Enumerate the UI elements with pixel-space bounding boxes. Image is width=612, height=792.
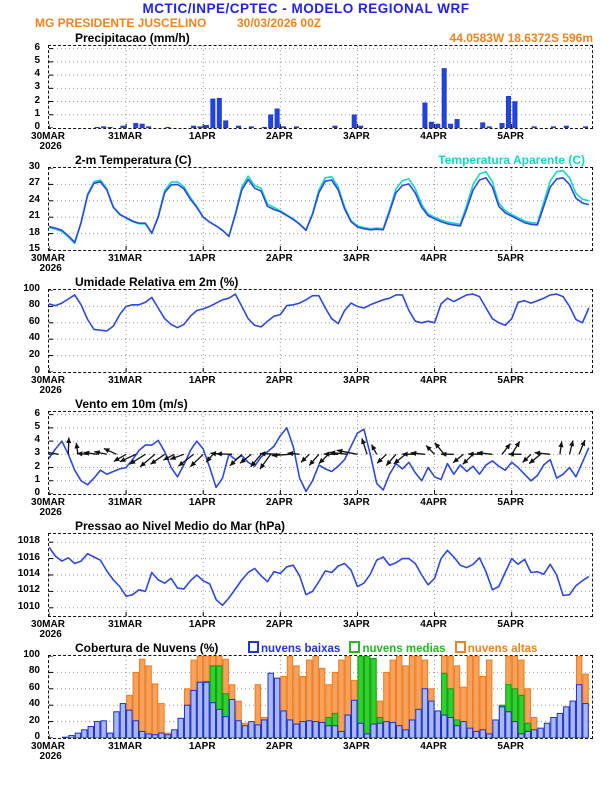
y-tick-label: 100 — [23, 649, 40, 660]
x-axis-year-label: 2026 — [39, 263, 62, 274]
x-tick-label: 5APR — [497, 375, 525, 386]
panel-title-pressure: Pressao ao Nivel Medio do Mar (hPa) — [75, 519, 286, 533]
panel-humidity — [0, 274, 612, 396]
x-tick-label: 30MAR — [31, 497, 65, 508]
x-tick-label: 1APR — [188, 619, 216, 630]
x-axis-labels — [31, 617, 593, 640]
x-tick-label: 5APR — [497, 253, 525, 264]
x-tick-label: 5APR — [497, 619, 525, 630]
legend-low-clouds: nuvens baixas — [248, 643, 340, 655]
y-tick-label: 3 — [34, 81, 40, 93]
cloud-cover-chart — [48, 655, 593, 739]
x-tick-label: 5APR — [497, 131, 525, 142]
x-tick-label: 5APR — [497, 497, 525, 508]
y-axis-labels — [2, 649, 44, 742]
x-tick-label: 4APR — [420, 253, 447, 264]
x-axis-labels — [31, 129, 593, 152]
high-clouds-swatch-icon — [455, 641, 466, 653]
y-tick-label: 1 — [34, 473, 40, 485]
y-tick-label: 80 — [28, 299, 40, 311]
x-tick-label: 31MAR — [108, 375, 143, 386]
y-axis-labels — [2, 161, 44, 254]
y-tick-label: 100 — [23, 283, 40, 294]
x-axis-labels — [31, 373, 593, 396]
x-tick-label: 3APR — [343, 619, 370, 630]
x-tick-label: 31MAR — [108, 497, 143, 508]
y-tick-label: 3 — [34, 447, 40, 459]
y-tick-label: 2 — [34, 460, 40, 472]
x-tick-label: 31MAR — [108, 619, 143, 630]
y-tick-label: 4 — [34, 68, 40, 80]
page-header — [0, 0, 612, 30]
y-tick-label: 1010 — [17, 600, 40, 612]
y-tick-label: 1016 — [17, 551, 40, 563]
x-tick-label: 30MAR — [31, 253, 65, 264]
x-tick-label: 3APR — [343, 741, 370, 752]
y-axis-labels — [2, 407, 44, 498]
y-tick-label: 18 — [28, 226, 40, 238]
x-tick-label: 3APR — [343, 253, 370, 264]
wind-chart — [48, 411, 593, 495]
x-tick-label: 31MAR — [108, 741, 143, 752]
x-axis-year-label: 2026 — [39, 141, 62, 152]
apparent-temperature-legend: Temperatura Aparente (C) — [438, 153, 585, 167]
y-tick-label: 1018 — [17, 535, 40, 547]
x-tick-label: 4APR — [420, 619, 447, 630]
x-tick-label: 2APR — [265, 375, 293, 386]
station-coordinates: 44.0583W 18.6372S 596m — [449, 31, 593, 45]
station-name: MG PRESIDENTE JUSCELINO — [35, 16, 207, 30]
x-tick-label: 31MAR — [108, 131, 143, 142]
humidity-chart — [48, 289, 593, 373]
x-tick-label: 3APR — [343, 375, 370, 386]
y-tick-label: 5 — [34, 54, 40, 66]
x-axis-labels — [31, 739, 593, 762]
x-tick-label: 30MAR — [31, 741, 65, 752]
panel-wind — [0, 396, 612, 518]
y-tick-label: 21 — [28, 210, 40, 222]
y-tick-label: 15 — [28, 243, 40, 254]
x-tick-label: 2APR — [265, 131, 293, 142]
y-tick-label: 30 — [28, 161, 40, 172]
y-tick-label: 27 — [28, 177, 40, 189]
y-tick-label: 4 — [34, 434, 40, 446]
x-axis-labels — [31, 251, 593, 274]
x-tick-label: 3APR — [343, 131, 370, 142]
x-tick-label: 2APR — [265, 619, 293, 630]
y-tick-label: 6 — [34, 407, 40, 419]
panel-title-precipitation: Precipitacao (mm/h) — [75, 31, 190, 45]
mid-clouds-swatch-icon — [349, 641, 360, 653]
y-tick-label: 80 — [28, 665, 40, 677]
x-tick-label: 1APR — [188, 131, 216, 142]
legend-high-clouds: nuvens altas — [455, 643, 538, 655]
panel-cloud-cover — [0, 640, 612, 762]
y-axis-labels — [2, 533, 44, 617]
panel-title-cloud-cover: Cobertura de Nuvens (%) — [75, 641, 219, 655]
x-axis-year-label: 2026 — [39, 385, 62, 396]
x-tick-label: 2APR — [265, 741, 293, 752]
x-tick-label: 1APR — [188, 253, 216, 264]
y-tick-label: 6 — [34, 41, 40, 53]
y-tick-label: 1014 — [17, 568, 40, 579]
x-tick-label: 1APR — [188, 741, 216, 752]
x-tick-label: 4APR — [420, 497, 447, 508]
y-tick-label: 0 — [34, 487, 40, 498]
y-tick-label: 60 — [28, 315, 40, 327]
x-tick-label: 1APR — [188, 375, 216, 386]
y-tick-label: 24 — [28, 193, 40, 205]
x-axis-year-label: 2026 — [39, 751, 62, 762]
y-tick-label: 0 — [34, 365, 40, 376]
y-tick-label: 1012 — [17, 584, 40, 596]
y-tick-label: 20 — [28, 348, 40, 360]
panel-pressure — [0, 518, 612, 640]
y-tick-label: 40 — [28, 698, 40, 710]
temperature-chart — [48, 167, 593, 251]
x-tick-label: 30MAR — [31, 619, 65, 630]
y-tick-label: 5 — [34, 420, 40, 432]
x-tick-label: 1APR — [188, 497, 216, 508]
y-tick-label: 0 — [34, 731, 40, 742]
model-title: MCTIC/INPE/CPTEC - MODELO REGIONAL WRF — [142, 1, 470, 16]
legend-mid-clouds: nuvens medias — [349, 643, 445, 655]
x-axis-year-label: 2026 — [39, 507, 62, 518]
panel-title-temperature: 2-m Temperatura (C) — [75, 153, 192, 167]
x-axis-year-label: 2026 — [39, 629, 62, 640]
y-axis-labels — [2, 41, 44, 132]
precipitation-chart — [48, 45, 593, 129]
panel-title-humidity: Umidade Relativa em 2m (%) — [75, 275, 239, 289]
x-axis-labels — [31, 495, 593, 518]
y-tick-label: 1 — [34, 107, 40, 119]
x-tick-label: 30MAR — [31, 131, 65, 142]
y-tick-label: 0 — [34, 121, 40, 132]
panel-precipitation — [0, 30, 612, 152]
x-tick-label: 3APR — [343, 497, 370, 508]
x-tick-label: 4APR — [420, 131, 447, 142]
x-tick-label: 4APR — [420, 741, 447, 752]
x-tick-label: 2APR — [265, 497, 293, 508]
y-tick-label: 2 — [34, 94, 40, 106]
y-tick-label: 20 — [28, 714, 40, 726]
x-tick-label: 31MAR — [108, 253, 143, 264]
x-tick-label: 2APR — [265, 253, 293, 264]
panel-title-wind: Vento em 10m (m/s) — [75, 397, 188, 411]
x-tick-label: 5APR — [497, 741, 525, 752]
pressure-chart — [48, 533, 593, 617]
x-tick-label: 4APR — [420, 375, 447, 386]
y-tick-label: 60 — [28, 681, 40, 693]
panel-temperature — [0, 152, 612, 274]
low-clouds-swatch-icon — [248, 641, 259, 653]
y-tick-label: 40 — [28, 332, 40, 344]
x-tick-label: 30MAR — [31, 375, 65, 386]
cloud-legend — [248, 641, 543, 655]
y-axis-labels — [2, 283, 44, 376]
run-datetime: 30/03/2026 00Z — [237, 16, 322, 30]
